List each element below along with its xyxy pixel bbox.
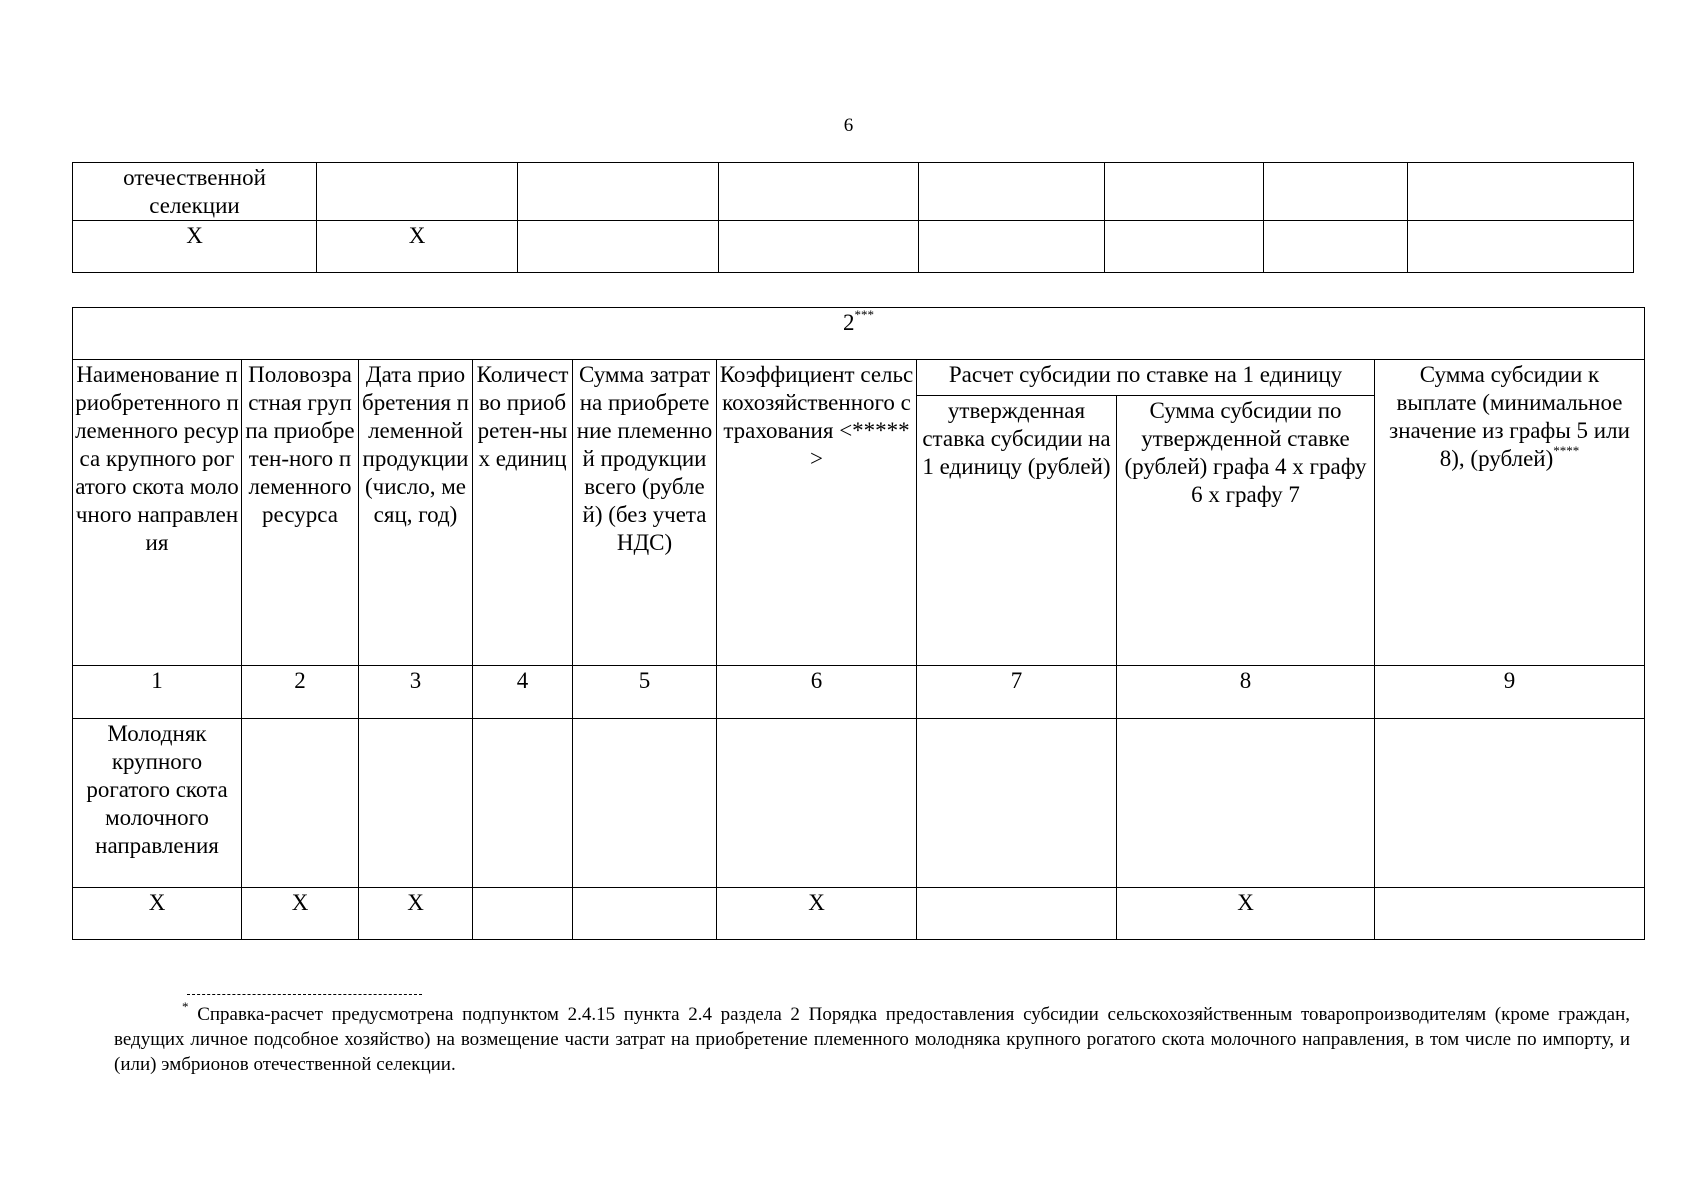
header-col-4: Количество приобретен-ных единиц: [473, 360, 573, 666]
table-cell: [317, 163, 518, 221]
column-number: 1: [73, 666, 242, 719]
table-cell: [473, 888, 573, 940]
table-cell: [917, 719, 1117, 888]
table-cell: [719, 221, 919, 273]
footnote-marker: ***: [854, 307, 874, 323]
footnote-marker: *: [182, 998, 189, 1014]
table-cell: отечественной селекции: [73, 163, 317, 221]
table-cell: [359, 719, 473, 888]
column-number: 7: [917, 666, 1117, 719]
header-col-7: утвержденная ставка субсидии на 1 единицу (рублей): [917, 396, 1117, 666]
table-row: [73, 719, 1645, 888]
header-col-3: Дата приобретения племенной продукции (число, месяц, год): [359, 360, 473, 666]
footnote-text: Справка-расчет предусмотрена подпунктом 2.4.15 пункта 2.4 раздела 2 Порядка предоставления субсидии сельскохозяйственным товаропроизводителям (кроме граждан, ведущих личное подсобное хозяйство) на возмещение части затрат на приобретение племенного молодняка крупного рогатого скота молочного направления, в том числе по импорту, и (или) эмбрионов отечественной селекции.: [114, 1004, 1630, 1075]
table-cell: [473, 719, 573, 888]
table-cell: [1264, 163, 1408, 221]
header-row: [73, 360, 1645, 396]
footnote-marker: ****: [1553, 443, 1580, 459]
table-cell: X: [359, 888, 473, 940]
table-cell: [1264, 221, 1408, 273]
table-cell: [518, 163, 719, 221]
header-col-8: Сумма субсидии по утвержденной ставке (рублей) графа 4 x графу 6 x графу 7: [1117, 396, 1375, 666]
table-cell: [518, 221, 719, 273]
table-row: [73, 163, 1634, 221]
table-cell: [1117, 719, 1375, 888]
table-cell: [717, 719, 917, 888]
column-number: 9: [1375, 666, 1645, 719]
table-cell: [1105, 163, 1264, 221]
column-number: 8: [1117, 666, 1375, 719]
table-cell: Молодняк крупного рогатого скота молочного направления: [73, 719, 242, 888]
column-number: 3: [359, 666, 473, 719]
table-cell: X: [717, 888, 917, 940]
table-cell: [919, 163, 1105, 221]
table-cell: [573, 888, 717, 940]
table-cell: [917, 888, 1117, 940]
column-numbers-row: [73, 666, 1645, 719]
header-col-6: Коэффициент сельскохозяйственного страхования <*****>: [717, 360, 917, 666]
header-col-9: Сумма субсидии к выплате (минимальное значение из графы 5 или 8), (рублей)****: [1375, 360, 1645, 666]
section-title: 2***: [73, 308, 1645, 360]
table-cell: [1408, 221, 1634, 273]
table-cell: [242, 719, 359, 888]
table-cell: [719, 163, 919, 221]
subsidy-calculation-table: [72, 307, 1645, 940]
column-number: 4: [473, 666, 573, 719]
table-cell: [1408, 163, 1634, 221]
continuation-table: [72, 162, 1634, 273]
table-cell: [573, 719, 717, 888]
table-row: [73, 221, 1634, 273]
page-number: 6: [843, 115, 854, 136]
table-cell: [1375, 719, 1645, 888]
column-number: 6: [717, 666, 917, 719]
table-cell: X: [317, 221, 518, 273]
footnote: [114, 998, 1630, 1077]
table-cell: [1375, 888, 1645, 940]
table-row: [73, 888, 1645, 940]
table-cell: X: [73, 221, 317, 273]
table-cell: X: [1117, 888, 1375, 940]
column-number: 5: [573, 666, 717, 719]
table-cell: [1105, 221, 1264, 273]
footnote-separator: [187, 994, 422, 995]
section-title-row: [73, 308, 1645, 360]
table-cell: [919, 221, 1105, 273]
header-col-1: Наименование приобретенного племенного ресурса крупного рогатого скота молочного направления: [73, 360, 242, 666]
header-col-5: Сумма затрат на приобретение племенной продукции всего (рублей) (без учета НДС): [573, 360, 717, 666]
header-group-7-8: Расчет субсидии по ставке на 1 единицу: [917, 360, 1375, 396]
table-cell: X: [242, 888, 359, 940]
column-number: 2: [242, 666, 359, 719]
table-cell: X: [73, 888, 242, 940]
header-col-2: Половозрастная группа приобретен-ного племенного ресурса: [242, 360, 359, 666]
